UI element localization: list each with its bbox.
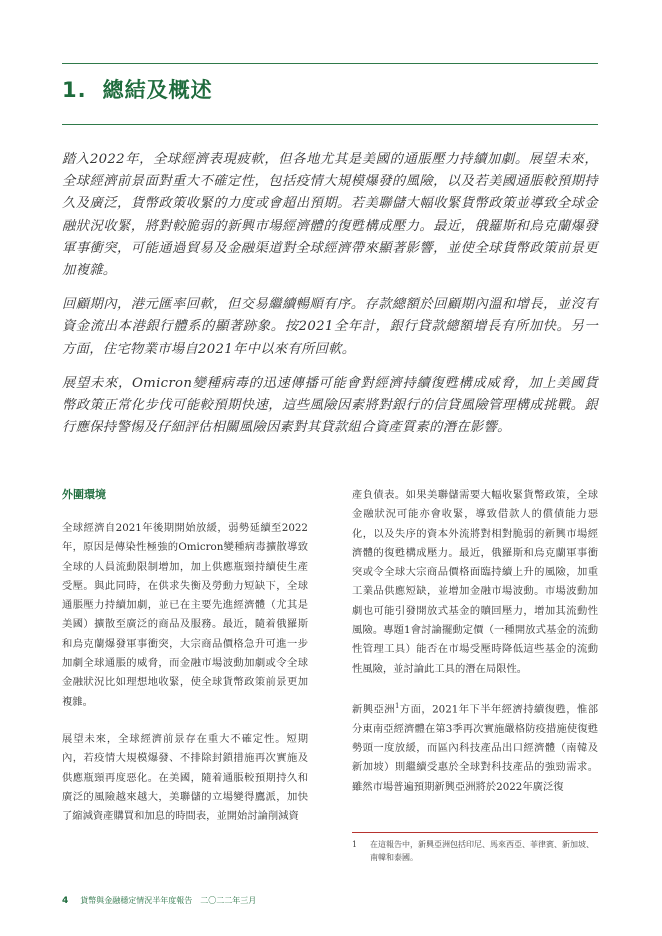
footer-title: 貨幣與金融穩定情況半年度報告 二〇二二年三月 — [80, 896, 257, 905]
body-paragraph-emerging-asia — [352, 697, 598, 797]
right-column — [352, 486, 598, 815]
left-column — [62, 486, 308, 844]
summary-block — [62, 149, 598, 451]
summary-paragraph-2: 回顧期內，港元匯率回軟，但交易繼續暢順有序。存款總額於回顧期內溫和增長，並沒有資金流出本港銀行體系的顯著跡象。按2021全年計，銀行貸款總額增長有所加快。另一方面，住宅物業市場自2021年中以來有所回軟。 — [62, 297, 598, 357]
section-subheading: 外圍環境 — [62, 488, 106, 501]
emerging-asia-term: 新興亞洲 — [352, 703, 395, 716]
heading-bottom-rule — [62, 124, 598, 125]
footnote-text: 在這報告中，新興亞洲包括印尼、馬來西亞、菲律賓、新加坡、南韓和泰國。 — [370, 840, 594, 862]
summary-paragraph-3: 展望未來，Omicron變種病毒的迅速傳播可能會對經濟持續復甦構成威脅，加上美國貨幣政策正常化步伐可能較預期快速，這些風險因素將對銀行的信貸風險管理構成挑戰。銀行應保持警惕及仔細評估相關風險因素對其貸款組合資產質素的潛在影響。 — [62, 375, 598, 436]
body-paragraph: 全球經濟自2021年後期開始放緩，弱勢延續至2022年，原因是傳染性極強的Omicron變種病毒擴散導致全球的人員流動限制增加，加上供應瓶頸持續使生產受壓。與此同時，在供求失衡及勞動力短缺下，全球通脹壓力持續加劇，並已在主要先進經濟體（尤其是美國）擴散至廣泛的商品及服務。最近，隨着俄羅斯和烏克蘭爆發軍事衝突，大宗商品價格急升可進一步加劇全球通脹的威脅，而金融市場波動加劇或令全球金融狀況比如理想地收緊，使全球貨幣政策前景更加複雜。 — [62, 522, 308, 708]
footnote-reference[interactable]: 1 — [394, 701, 400, 710]
summary-paragraph-1: 踏入2022年，全球經濟表現疲軟，但各地尤其是美國的通脹壓力持續加劇。展望未來，全球經濟前景面對重大不確定性，包括疫情大規模爆發的風險，以及若美國通脹較預期持久及廣泛，貨幣政策收緊的力度或會超出預期。若美聯儲大幅收緊貨幣政策並導致全球金融狀況收緊，將對較脆弱的新興市場經濟體的復甦構成壓力。最近，俄羅斯和烏克蘭爆發軍事衝突，可能通過貿易及金融渠道對全球經濟帶來顯著影響，並使全球貨幣政策前景更加複雜。 — [62, 152, 598, 279]
footnote-mark: 1 — [352, 840, 358, 849]
heading-number: 1. — [62, 78, 87, 102]
page-heading — [62, 74, 213, 104]
body-paragraph: 展望未來，全球經濟前景存在重大不確定性。短期內，若疫情大規模爆發、不排除封鎖措施再次實施及供應瓶頸再度惡化。在美國，隨着通脹較預期持久和廣泛的風險越來越大，美聯儲的立場變得鷹派，加快了縮減資產購買和加息的時間表，並開始討論削減資 — [62, 732, 308, 823]
heading-top-rule — [62, 63, 598, 64]
footnote-rule — [352, 832, 598, 833]
heading-title: 總結及概述 — [102, 78, 213, 102]
body-paragraph: 產負債表。如果美聯儲需要大幅收緊貨幣政策，全球金融狀況可能亦會收緊，導致借款人的償債能力惡化，以及失序的資本外流將對相對脆弱的新興市場經濟體的復甦構成壓力。最近，俄羅斯和烏克蘭軍事衝突或令全球大宗商品價格面臨持續上升的風險，加重工業品供應短缺，並增加金融市場波動。市場波動加劇也可能引發開放式基金的贖回壓力，增加其流動性風險。專題1會討論擺動定價（一種開放式基金的流動性管理工具）能否在市場受壓時降低這些基金的流動性風險，並討論此工具的潛在局限性。 — [352, 489, 598, 675]
page-number: 4 — [62, 896, 69, 906]
page-footer — [62, 895, 256, 906]
footnote — [352, 838, 598, 864]
emerging-asia-body: 方面，2021年下半年經濟持續復甦，惟部分東南亞經濟體在第3季再次實施嚴格防疫措施使復甦勢頭一度放緩，而區內科技產品出口經濟體（南韓及新加坡）則繼續受惠於全球對科技產品的強勁需求。雖然市場普遍預期新興亞洲將於2022年廣泛復 — [352, 703, 598, 793]
